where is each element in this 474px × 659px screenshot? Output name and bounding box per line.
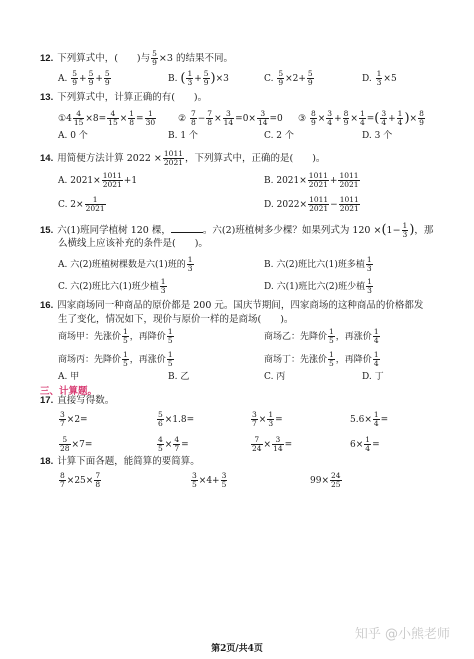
calc-item: $\frac{8}{7}$ ×25× $\frac{7}{8}$ [60, 471, 101, 489]
calc-item: $\frac{4}{5}$ × $\frac{4}{7}$ = [158, 435, 189, 453]
watermark: 知乎 @小熊老师 [354, 627, 450, 642]
q15-option-d[interactable]: D. 六(1)班比六(2)班少植 $\frac{1}{3}$ [264, 277, 372, 295]
q12-option-a[interactable]: A. $\frac{5}{9}$ + $\frac{5}{9}$ + $\frac{5}{9}$ [58, 69, 110, 87]
question-16: 16. 四家商场同一种商品的原价都是 200 元。国庆节期间，四家商场的这种商品的价格都发 [40, 300, 424, 311]
fraction: $\frac{5}{9}$ [152, 49, 157, 67]
q13-equation-3: ③ $\frac{8}{9}$ × $\frac{3}{4}$ + $\frac{8}{9}$ × $\frac{1}{4}$ =( $\frac{3}{4}$ + $\frac{1}{4}$ )× $\frac{8}{9}$ [298, 109, 424, 127]
answer-blank[interactable] [171, 223, 203, 233]
q16-option-d[interactable]: D. 丁 [362, 372, 384, 382]
question-15: 15. 六(1)班同学植树 120 棵， 。六(2)班植树多少棵？如果列式为 120 ×(1− $\frac{1}{3}$ )，那 [40, 221, 434, 239]
q15-option-a[interactable]: A. 六(2)班植树棵数是六(1)班的 $\frac{1}{3}$ [58, 255, 193, 273]
q14-option-b[interactable]: B. 2021× $\frac{1011}{2021}$ + $\frac{1011}{2021}$ [264, 171, 359, 189]
page-number: 第2页/共4页 [211, 644, 263, 654]
question-13: 13. 下列算式中，计算正确的有( )。 [40, 92, 208, 103]
question-12: 12. 下列算式中，( )与 $\frac{5}{9}$ ×3 的结果不同。 [40, 49, 233, 67]
calc-item: 99× $\frac{24}{25}$ [310, 471, 341, 489]
calc-item: 5.6× $\frac{1}{4}$ = [350, 410, 389, 428]
question-15-line2: 么横线上应该补充的条件是( )。 [58, 238, 208, 249]
q16-option-a[interactable]: A. 甲 [58, 372, 80, 382]
calc-item: $\frac{3}{7}$ ×2= [60, 410, 88, 428]
question-18: 18. 计算下面各题，能简算的要简算。 [40, 456, 200, 467]
calc-item: $\frac{7}{24}$ × $\frac{3}{14}$ = [252, 435, 293, 453]
question-17: 17. 直接写得数。 [40, 395, 115, 406]
calc-item: $\frac{5}{28}$ ×7= [60, 435, 93, 453]
q13-equation-1: ①4 $\frac{4}{15}$ ×8= $\frac{4}{15}$ × $\frac{1}{8}$ = $\frac{1}{30}$ [58, 109, 156, 127]
calc-item: 6× $\frac{1}{4}$ = [350, 435, 380, 453]
q16-option-b[interactable]: B. 乙 [168, 372, 190, 382]
q12-option-c[interactable]: C. $\frac{5}{9}$ ×2+ $\frac{5}{9}$ [264, 69, 313, 87]
store-jia: 商场甲：先涨价 $\frac{1}{5}$ ，再降价 $\frac{1}{5}$ [58, 327, 173, 345]
q13-option-b[interactable]: B. 1 个 [168, 131, 198, 141]
question-16-line2: 生了变化，情况如下，现价与原价一样的是商场( )。 [58, 314, 294, 325]
q14-option-d[interactable]: D. 2022× $\frac{1011}{2021}$ − $\frac{1011}{2021}$ [264, 195, 359, 213]
store-ding: 商场丁：先涨价 $\frac{1}{5}$ ，再降价 $\frac{1}{4}$ [264, 350, 379, 368]
calc-item: $\frac{3}{5}$ ×4+ $\frac{3}{5}$ [192, 471, 227, 489]
q13-option-c[interactable]: C. 2 个 [264, 131, 294, 141]
section-heading: 三、计算题。 [40, 386, 98, 397]
q15-option-b[interactable]: B. 六(2)班比六(1)班多植 $\frac{1}{3}$ [264, 255, 372, 273]
calc-item: $\frac{3}{7}$ × $\frac{1}{3}$ = [252, 410, 283, 428]
q12-option-d[interactable]: D. $\frac{1}{3}$ ×5 [362, 69, 397, 87]
question-14: 14. 用简便方法计算 2022 × $\frac{1011}{2021}$ ，下列算式中，正确的是( )。 [40, 149, 326, 167]
q14-option-c[interactable]: C. 2× $\frac{1}{2021}$ [58, 195, 105, 213]
q16-option-c[interactable]: C. 丙 [264, 372, 286, 382]
store-bing: 商场丙：先降价 $\frac{1}{5}$ ，再涨价 $\frac{1}{5}$ [58, 350, 173, 368]
q13-option-d[interactable]: D. 3 个 [362, 131, 393, 141]
q13-option-a[interactable]: A. 0 个 [58, 131, 88, 141]
q14-option-a[interactable]: A. 2021× $\frac{1011}{2021}$ +1 [58, 171, 138, 189]
store-yi: 商场乙：先降价 $\frac{1}{5}$ ，再涨价 $\frac{1}{4}$ [264, 327, 379, 345]
q15-option-c[interactable]: C. 六(2)班比六(1)班少植 $\frac{1}{3}$ [58, 277, 166, 295]
calc-item: $\frac{5}{6}$ ×1.8= [158, 410, 195, 428]
q12-option-b[interactable]: B. ( $\frac{1}{3}$ + $\frac{5}{9}$ )×3 [168, 69, 229, 87]
q13-equation-2: ② $\frac{7}{8}$ − $\frac{7}{8}$ × $\frac{3}{14}$ =0× $\frac{3}{14}$ =0 [178, 109, 283, 127]
